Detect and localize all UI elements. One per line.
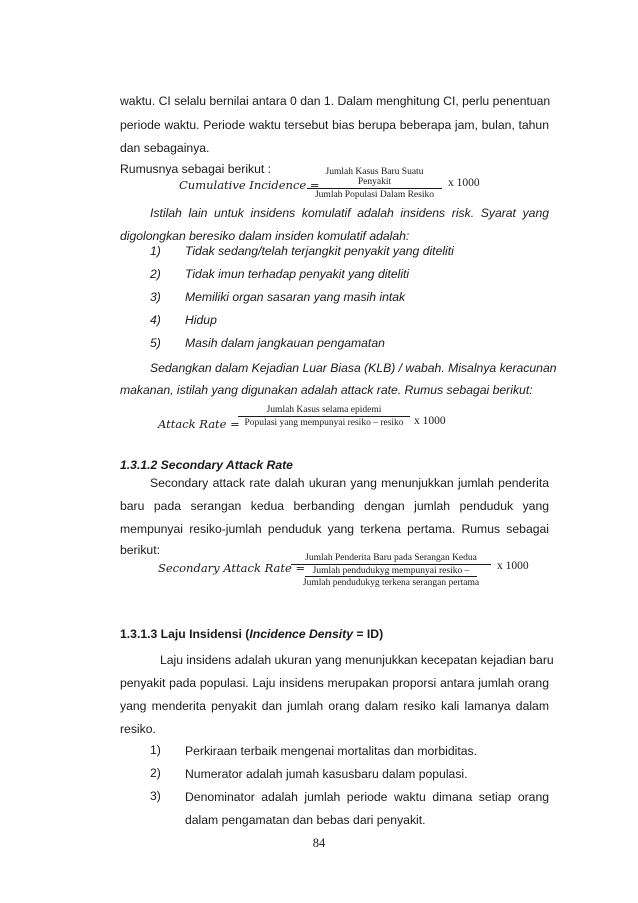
laju-num-3: 3) <box>150 789 161 803</box>
laju-item-3-line1: Denominator adalah jumlah periode waktu dimana setiap orang <box>185 790 549 804</box>
formula-ci-numerator: Jumlah Kasus Baru Suatu Penyakit <box>307 167 442 189</box>
formula-ci-label: Cumulative Incidence = <box>179 178 320 192</box>
syarat-item-2: Tidak imun terhadap penyakit yang diteliti <box>185 267 410 281</box>
formula-ar-numerator: Jumlah Kasus selama epidemi <box>238 405 410 417</box>
para4-line3: mempunyai resiko-jumlah penduduk yang terkena pertama. Rumus sebagai <box>120 522 549 536</box>
heading-secondary-attack-rate: 1.3.1.2 Secondary Attack Rate <box>120 458 293 472</box>
formula-sar-numerator: Jumlah Penderita Baru pada Serangan Kedua <box>291 553 491 565</box>
para1-line3: dan sebagainya. <box>120 141 210 155</box>
formula-ar-fraction <box>238 405 410 428</box>
rumus-intro: Rumusnya sebagai berikut : <box>120 162 272 176</box>
syarat-num-1: 1) <box>150 244 161 258</box>
formula-sar-denominator-bottom: Jumlah pendudukyg terkena serangan pertama <box>302 578 480 588</box>
para3-line2: makanan, istilah yang digunakan adalah attack rate. Rumus sebagai berikut: <box>120 383 533 397</box>
heading-id-suffix: = ID) <box>353 627 384 641</box>
syarat-item-1: Tidak sedang/telah terjangkit penyakit yang diteliti <box>185 244 454 258</box>
formula-sar-fraction <box>291 553 491 588</box>
para5-line2: penyakit pada populasi. Laju insidens merupakan proporsi antara jumlah orang <box>120 676 549 690</box>
syarat-num-2: 2) <box>150 267 161 281</box>
formula-sar-denominator-top: Jumlah pendudukyg mempunyai resiko – <box>305 565 477 577</box>
para4-line4: berikut: <box>120 543 160 557</box>
formula-ar-multiplier: x 1000 <box>414 415 446 427</box>
laju-item-2: Numerator adalah jumah kasusbaru dalam populasi. <box>185 767 468 781</box>
formula-ar-denominator: Populasi yang mempunyai resiko – resiko <box>244 418 404 428</box>
heading-id-prefix: 1.3.1.3 Laju Insidensi ( <box>120 627 250 641</box>
para1-line1: waktu. CI selalu bernilai antara 0 dan 1. Dalam menghitung CI, perlu penentuan <box>120 94 551 108</box>
laju-num-1: 1) <box>150 743 161 757</box>
para4-line1: Secondary attack rate dalah ukuran yang menunjukkan jumlah penderita <box>150 476 549 490</box>
formula-ci-multiplier: x 1000 <box>448 177 480 189</box>
heading-laju-insidensi <box>120 627 383 641</box>
laju-num-2: 2) <box>150 766 161 780</box>
formula-ar-label: Attack Rate = <box>158 417 240 431</box>
laju-item-3-line2: dalam pengamatan dan bebas dari penyakit. <box>185 813 426 827</box>
para3-line1: Sedangkan dalam Kejadian Luar Biasa (KLB) / wabah. Misalnya keracunan <box>150 361 557 375</box>
page-number: 84 <box>312 836 326 850</box>
syarat-item-3: Memiliki organ sasaran yang masih intak <box>185 290 406 304</box>
para5-line1: Laju insidens adalah ukuran yang menunjukkan kecepatan kejadian baru <box>160 653 554 667</box>
formula-ci-denominator: Jumlah Populasi Dalam Resiko <box>314 190 434 200</box>
syarat-item-4: Hidup <box>185 313 217 327</box>
formula-ci-fraction <box>307 167 442 200</box>
para2-line2: digolongkan beresiko dalam insiden komulatif adalah: <box>120 229 410 243</box>
syarat-item-5: Masih dalam jangkauan pengamatan <box>185 336 385 350</box>
para2-line1: Istilah lain untuk insidens komulatif adalah insidens risk. Syarat yang <box>150 206 549 220</box>
syarat-num-3: 3) <box>150 290 161 304</box>
para5-line4: resiko. <box>120 722 156 736</box>
para1-line2: periode waktu. Periode waktu tersebut bias berupa beberapa jam, bulan, tahun <box>120 118 549 132</box>
para4-line2: baru pada serangan kedua berbanding dengan jumlah penduduk yang <box>120 499 549 513</box>
heading-id-italic: Incidence Density <box>249 627 354 641</box>
laju-item-1: Perkiraan terbaik mengenai mortalitas dan morbiditas. <box>185 744 477 758</box>
syarat-num-5: 5) <box>150 336 161 350</box>
formula-sar-multiplier: x 1000 <box>497 560 529 572</box>
para5-line3: yang menderita penyakit dan jumlah orang dalam resiko kali lamanya dalam <box>120 699 549 713</box>
formula-sar-label: Secondary Attack Rate = <box>158 561 306 575</box>
syarat-num-4: 4) <box>150 313 161 327</box>
